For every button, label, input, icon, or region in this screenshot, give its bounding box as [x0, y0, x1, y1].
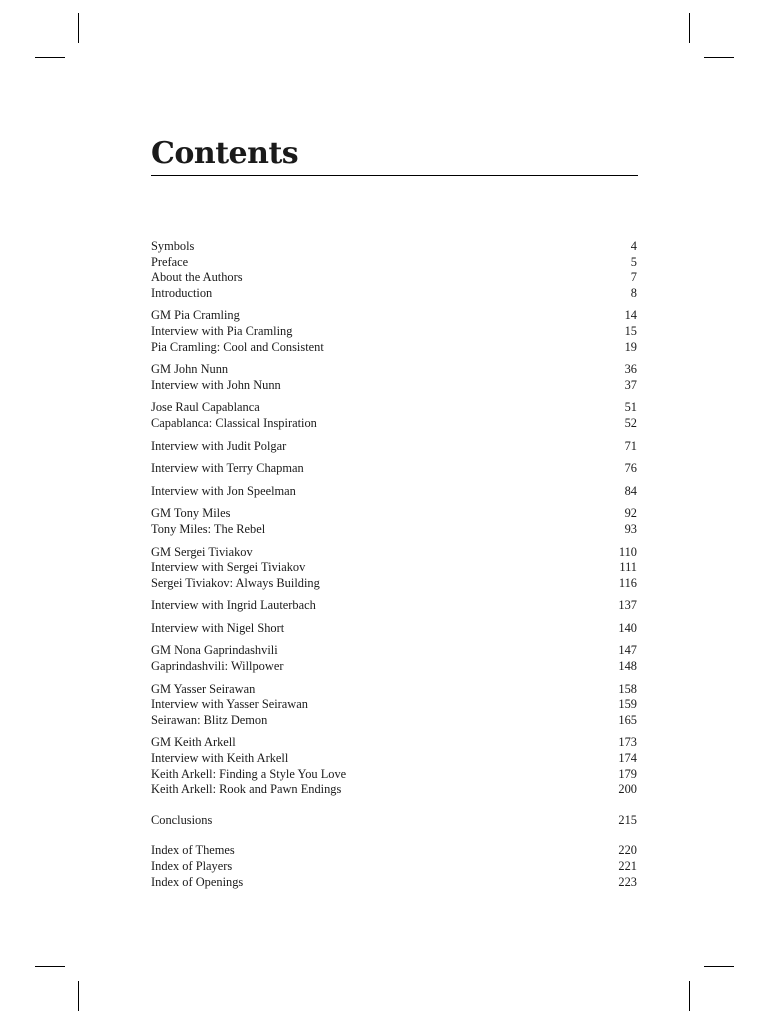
toc-group: [151, 621, 637, 637]
toc-entry: [151, 378, 637, 394]
toc-entry-page-number: 51: [624, 400, 637, 415]
toc-entry-title: Interview with John Nunn: [151, 377, 281, 392]
toc-entry-title: Jose Raul Capablanca: [151, 400, 260, 415]
toc-entry-page-number: 116: [618, 575, 637, 590]
toc-entry: [151, 416, 637, 432]
toc-entry: [151, 751, 637, 767]
toc-entry: [151, 576, 637, 592]
toc-entry: [151, 621, 637, 637]
toc-entry: [151, 859, 637, 875]
toc-entry: [151, 400, 637, 416]
toc-entry-title: Seirawan: Blitz Demon: [151, 712, 268, 727]
toc-entry-title: About the Authors: [151, 270, 243, 285]
toc-group: [151, 239, 637, 301]
toc-entry: [151, 782, 637, 798]
toc-entry-title: Pia Cramling: Cool and Consistent: [151, 339, 324, 354]
toc-entry-page-number: 4: [630, 239, 637, 253]
toc-entry-page-number: 137: [618, 598, 637, 613]
toc-entry: [151, 270, 637, 286]
toc-entry-page-number: 173: [618, 735, 637, 750]
toc-entry-title: GM Sergei Tiviakov: [151, 544, 253, 559]
toc-entry-title: Interview with Sergei Tiviakov: [151, 560, 306, 575]
toc-entry-page-number: 148: [618, 659, 637, 674]
toc-entry-page-number: 221: [618, 859, 637, 873]
toc-entry-page-number: 174: [618, 751, 637, 766]
toc-entry-title: Interview with Pia Cramling: [151, 323, 293, 338]
toc-entry-page-number: 140: [618, 620, 637, 635]
toc-group: [151, 843, 637, 890]
toc-entry-page-number: 220: [618, 843, 637, 858]
toc-entry-title: Keith Arkell: Rook and Pawn Endings: [151, 782, 342, 797]
toc-entry-page-number: 223: [618, 874, 637, 889]
toc-entry-page-number: 158: [618, 681, 637, 696]
toc-entry: [151, 659, 637, 675]
toc-entry-title: GM Keith Arkell: [151, 735, 236, 750]
toc-entry: [151, 767, 637, 783]
page-title: Contents: [151, 136, 299, 171]
toc-entry-title: Interview with Jon Speelman: [151, 483, 296, 498]
toc-group: [151, 400, 637, 431]
toc-group: [151, 813, 637, 829]
toc-group: [151, 735, 637, 797]
toc-entry-page-number: 179: [618, 766, 637, 781]
toc-entry-title: Gaprindashvili: Willpower: [151, 659, 284, 674]
toc-entry-page-number: 110: [618, 544, 637, 559]
toc-entry: [151, 286, 637, 302]
toc-entry: [151, 545, 637, 561]
toc-entry-title: Index of Openings: [151, 874, 244, 889]
toc-entry: [151, 255, 637, 271]
toc-group: [151, 643, 637, 674]
toc-entry-title: Symbols: [151, 239, 195, 253]
toc-group: [151, 362, 637, 393]
toc-entry-title: Interview with Yasser Seirawan: [151, 697, 308, 712]
toc-entry-page-number: 147: [618, 643, 637, 658]
toc-entry-page-number: 165: [618, 712, 637, 727]
toc-entry: [151, 697, 637, 713]
toc-entry-title: GM Tony Miles: [151, 506, 231, 521]
crop-mark-top-right-horizontal: [704, 57, 734, 58]
toc-entry-title: Keith Arkell: Finding a Style You Love: [151, 766, 347, 781]
toc-group: [151, 439, 637, 455]
toc-entry-title: Interview with Ingrid Lauterbach: [151, 598, 316, 613]
toc-entry-page-number: 200: [618, 782, 637, 797]
toc-entry: [151, 340, 637, 356]
crop-mark-top-left-vertical: [78, 13, 79, 43]
toc-entry: [151, 560, 637, 576]
toc-entry-title: Interview with Nigel Short: [151, 620, 285, 635]
crop-mark-top-left-horizontal: [35, 57, 65, 58]
toc-entry-title: Introduction: [151, 285, 213, 300]
toc-entry-title: Conclusions: [151, 812, 213, 827]
title-rule: [151, 175, 638, 176]
toc-entry-title: Interview with Terry Chapman: [151, 461, 304, 476]
toc-entry: [151, 239, 637, 255]
toc-entry-page-number: 14: [624, 308, 637, 323]
toc-entry: [151, 643, 637, 659]
toc-entry-title: GM Yasser Seirawan: [151, 681, 256, 696]
table-of-contents: [151, 239, 637, 897]
toc-entry-title: Preface: [151, 254, 189, 269]
toc-entry-page-number: 93: [624, 521, 637, 536]
toc-entry-title: Interview with Keith Arkell: [151, 751, 289, 766]
toc-entry-page-number: 71: [624, 438, 637, 453]
toc-entry-page-number: 52: [624, 415, 637, 430]
toc-entry-page-number: 111: [619, 560, 637, 575]
toc-entry: [151, 324, 637, 340]
toc-entry-title: Index of Players: [151, 859, 233, 873]
toc-entry: [151, 461, 637, 477]
crop-mark-bottom-right-horizontal: [704, 966, 734, 967]
toc-entry: [151, 843, 637, 859]
toc-group: [151, 682, 637, 729]
toc-entry-title: Index of Themes: [151, 843, 235, 858]
toc-entry-page-number: 19: [624, 339, 637, 354]
toc-entry: [151, 308, 637, 324]
toc-entry-page-number: 76: [624, 461, 637, 476]
toc-entry-page-number: 7: [630, 270, 637, 285]
toc-entry: [151, 598, 637, 614]
toc-entry: [151, 522, 637, 538]
toc-entry-title: GM John Nunn: [151, 362, 229, 377]
toc-group: [151, 598, 637, 614]
crop-mark-bottom-right-vertical: [689, 981, 690, 1011]
toc-entry-title: Sergei Tiviakov: Always Building: [151, 575, 320, 590]
toc-entry-page-number: 8: [630, 285, 637, 300]
toc-entry: [151, 713, 637, 729]
toc-group: [151, 545, 637, 592]
toc-entry-page-number: 37: [624, 377, 637, 392]
crop-mark-top-right-vertical: [689, 13, 690, 43]
toc-entry: [151, 439, 637, 455]
toc-entry-page-number: 5: [630, 254, 637, 269]
toc-entry-page-number: 159: [618, 697, 637, 712]
toc-entry-page-number: 36: [624, 362, 637, 377]
toc-entry-page-number: 15: [624, 323, 637, 338]
toc-entry-title: GM Nona Gaprindashvili: [151, 643, 278, 658]
toc-entry: [151, 362, 637, 378]
toc-entry: [151, 484, 637, 500]
toc-entry: [151, 682, 637, 698]
toc-group: [151, 461, 637, 477]
toc-entry-title: GM Pia Cramling: [151, 308, 240, 323]
toc-entry: [151, 813, 637, 829]
crop-mark-bottom-left-vertical: [78, 981, 79, 1011]
toc-group: [151, 308, 637, 355]
toc-group: [151, 484, 637, 500]
toc-group: [151, 506, 637, 537]
toc-entry-title: Capablanca: Classical Inspiration: [151, 415, 317, 430]
toc-entry-title: Interview with Judit Polgar: [151, 438, 287, 453]
toc-entry-page-number: 92: [624, 506, 637, 521]
toc-entry: [151, 735, 637, 751]
toc-entry-title: Tony Miles: The Rebel: [151, 521, 266, 536]
toc-entry: [151, 875, 637, 891]
crop-mark-bottom-left-horizontal: [35, 966, 65, 967]
toc-entry: [151, 506, 637, 522]
toc-entry-page-number: 215: [618, 812, 637, 827]
toc-entry-page-number: 84: [624, 483, 637, 498]
